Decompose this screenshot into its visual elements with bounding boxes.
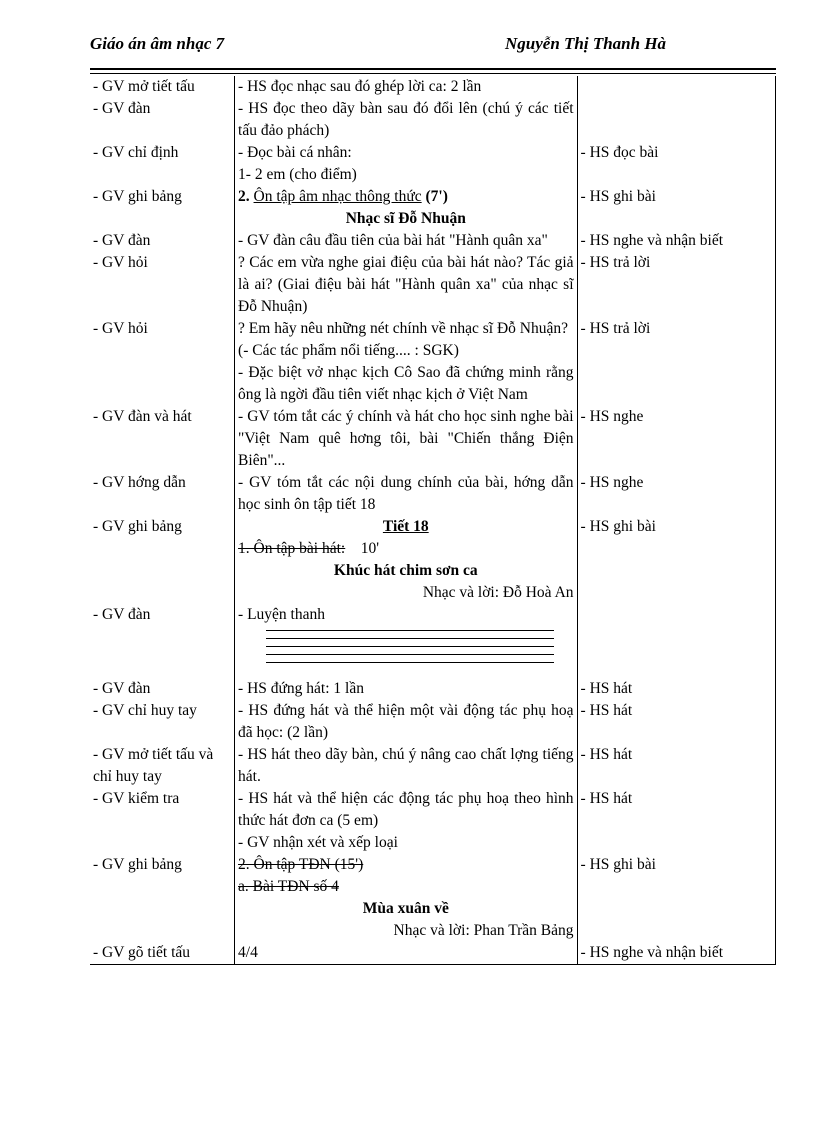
teacher-activity: - GV đàn bbox=[90, 604, 235, 678]
table-row bbox=[90, 942, 776, 965]
tdn-subheading: a. Bài TĐN số 4 bbox=[238, 878, 339, 895]
teacher-activity: - GV chỉ huy tay bbox=[90, 700, 235, 744]
teacher-activity: - GV hớng dẫn bbox=[90, 472, 235, 516]
tdn-song-author: Nhạc và lời: Phan Trần Bảng bbox=[393, 922, 574, 939]
table-row bbox=[90, 406, 776, 472]
page-header bbox=[90, 34, 690, 58]
lesson-content bbox=[235, 186, 577, 230]
student-activity: - HS nghe bbox=[577, 472, 775, 516]
header-subject: Giáo án âm nhạc 7 bbox=[90, 34, 225, 53]
table-row bbox=[90, 76, 776, 98]
student-activity: - HS hát bbox=[577, 744, 775, 788]
lesson-content: - HS hát và thể hiện các động tác phụ hoạ theo hình thức hát đơn ca (5 em) - GV nhận xét và xếp loại bbox=[235, 788, 577, 854]
table-row bbox=[90, 98, 776, 142]
lesson-content: - HS hát theo dãy bàn, chú ý nâng cao chất lợng tiếng hát. bbox=[235, 744, 577, 788]
song-title: Khúc hát chim sơn ca bbox=[333, 562, 478, 579]
table-row bbox=[90, 744, 776, 788]
teacher-activity: - GV mở tiết tấu và chỉ huy tay bbox=[90, 744, 235, 788]
teacher-activity: - GV gõ tiết tấu bbox=[90, 942, 235, 965]
student-activity bbox=[577, 98, 775, 142]
tdn-song-title: Mùa xuân về bbox=[362, 900, 449, 917]
teacher-activity: - GV đàn bbox=[90, 98, 235, 142]
table-row bbox=[90, 678, 776, 700]
header-rule bbox=[90, 68, 776, 70]
table-row bbox=[90, 472, 776, 516]
header-author: Nguyễn Thị Thanh Hà bbox=[505, 34, 667, 53]
review-heading: 1. Ôn tập bài hát: 10' bbox=[238, 540, 380, 557]
student-activity bbox=[577, 76, 775, 98]
teacher-activity: - GV ghi bảng bbox=[90, 516, 235, 604]
lesson-content bbox=[235, 516, 577, 604]
lesson-content: - Luyện thanh bbox=[235, 604, 577, 678]
table-row bbox=[90, 318, 776, 406]
table-row bbox=[90, 516, 776, 604]
lesson-content: - HS đọc theo dãy bàn sau đó đổi lên (chú ý các tiết tấu đảo phách) bbox=[235, 98, 577, 142]
song-author: Nhạc và lời: Đỗ Hoà An bbox=[422, 584, 574, 601]
student-activity: - HS trả lời bbox=[577, 252, 775, 318]
teacher-activity: - GV đàn và hát bbox=[90, 406, 235, 472]
teacher-activity: - GV đàn bbox=[90, 678, 235, 700]
table-row bbox=[90, 252, 776, 318]
teacher-activity: - GV hỏi bbox=[90, 318, 235, 406]
section-heading: 2. Ôn tập âm nhạc thông thức (7') bbox=[238, 188, 448, 205]
table-row bbox=[90, 230, 776, 252]
lesson-content: - HS đứng hát: 1 lần bbox=[235, 678, 577, 700]
teacher-activity: - GV chỉ định bbox=[90, 142, 235, 186]
teacher-activity: - GV hỏi bbox=[90, 252, 235, 318]
student-activity: - HS hát bbox=[577, 788, 775, 854]
student-activity: - HS ghi bài bbox=[577, 516, 775, 604]
tdn-heading: 2. Ôn tập TĐN (15') bbox=[238, 856, 364, 873]
table-row bbox=[90, 854, 776, 942]
student-activity: - HS nghe bbox=[577, 406, 775, 472]
student-activity: - HS trả lời bbox=[577, 318, 775, 406]
lesson-content: 4/4 bbox=[235, 942, 577, 965]
lesson-content bbox=[235, 854, 577, 942]
lesson-content: - GV đàn câu đầu tiên của bài hát "Hành quân xa" bbox=[235, 230, 577, 252]
table-row bbox=[90, 700, 776, 744]
music-staff bbox=[266, 630, 554, 672]
teacher-activity: - GV kiểm tra bbox=[90, 788, 235, 854]
student-activity: - HS hát bbox=[577, 700, 775, 744]
lesson-content: - HS đứng hát và thể hiện một vài động tác phụ hoạ đã học: (2 lần) bbox=[235, 700, 577, 744]
header-rule-thin bbox=[90, 73, 776, 74]
lesson-content: - GV tóm tắt các nội dung chính của bài, hớng dẫn học sinh ôn tập tiết 18 bbox=[235, 472, 577, 516]
lesson-number: Tiết 18 bbox=[382, 518, 429, 535]
table-row bbox=[90, 186, 776, 230]
teacher-activity: - GV đàn bbox=[90, 230, 235, 252]
table-row bbox=[90, 604, 776, 678]
student-activity: - HS hát bbox=[577, 678, 775, 700]
student-activity bbox=[577, 604, 775, 678]
student-activity: - HS ghi bài bbox=[577, 854, 775, 942]
lesson-content: ? Các em vừa nghe giai điệu của bài hát nào? Tác giả là ai? (Giai điệu bài hát "Hành quân xa" của nhạc sĩ Đỗ Nhuận) bbox=[235, 252, 577, 318]
teacher-activity: - GV ghi bảng bbox=[90, 854, 235, 942]
student-activity: - HS nghe và nhận biết bbox=[577, 230, 775, 252]
lesson-content: - Đọc bài cá nhân: 1- 2 em (cho điểm) bbox=[235, 142, 577, 186]
lesson-content: - HS đọc nhạc sau đó ghép lời ca: 2 lần bbox=[235, 76, 577, 98]
student-activity: - HS đọc bài bbox=[577, 142, 775, 186]
teacher-activity: - GV mở tiết tấu bbox=[90, 76, 235, 98]
table-row bbox=[90, 788, 776, 854]
teacher-activity: - GV ghi bảng bbox=[90, 186, 235, 230]
table-row bbox=[90, 142, 776, 186]
composer-heading: Nhạc sĩ Đỗ Nhuận bbox=[345, 210, 466, 227]
student-activity: - HS ghi bài bbox=[577, 186, 775, 230]
lesson-plan-table bbox=[90, 76, 776, 965]
lesson-content: ? Em hãy nêu những nét chính về nhạc sĩ Đỗ Nhuận? (- Các tác phẩm nổi tiếng.... : SGK) - Đặc biệt vở nhạc kịch Cô Sao đã chứng minh rằng ông là ngời đầu tiên viết nhạc kịch ở Việt Nam bbox=[235, 318, 577, 406]
student-activity: - HS nghe và nhận biết bbox=[577, 942, 775, 965]
lesson-content: - GV tóm tắt các ý chính và hát cho học sinh nghe bài "Việt Nam quê hơng tôi, bài "Chiến thắng Điện Biên"... bbox=[235, 406, 577, 472]
